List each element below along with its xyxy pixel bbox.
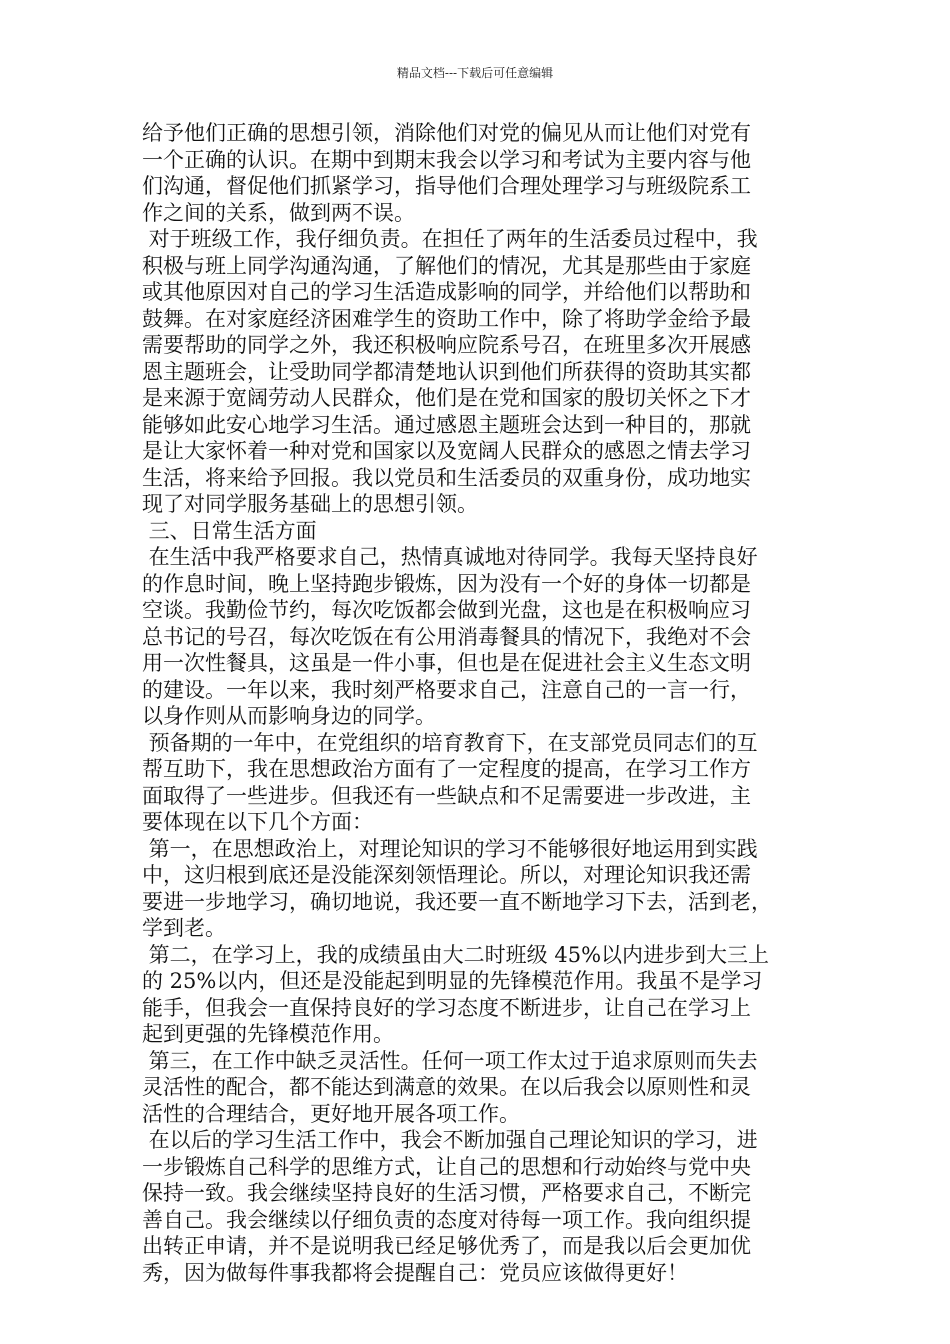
text-line: 积极与班上同学沟通沟通，了解他们的情况，尤其是那些由于家庭 xyxy=(142,253,751,278)
text-line: 的作息时间，晚上坚持跑步锻炼，因为没有一个好的身体一切都是 xyxy=(142,571,751,596)
text-line: 们沟通，督促他们抓紧学习，指导他们合理处理学习与班级院系工 xyxy=(142,174,751,198)
text-line: 鼓舞。在对家庭经济困难学生的资助工作中，除了将助学金给予最 xyxy=(142,306,751,331)
text-line: 第二，在学习上，我的成绩虽由大二时班级 45%以内进步到大三上 xyxy=(142,942,770,967)
text-line: 在生活中我严格要求自己，热情真诚地对待同学。我每天坚持良好 xyxy=(142,545,758,569)
text-line: 或其他原因对自己的学习生活造成影响的同学，并给他们以帮助和 xyxy=(142,280,751,304)
text-line: 面取得了一些进步。但我还有一些缺点和不足需要进一步改进，主 xyxy=(142,783,751,808)
text-line: 秀，因为做每件事我都将会提醒自己：党员应该做得更好！ xyxy=(142,1260,688,1285)
page-header: 精品文档---下载后可任意编辑 xyxy=(396,66,554,80)
text-line: 的 25%以内，但还是没能起到明显的先锋模范作用。我虽不是学习 xyxy=(142,969,763,993)
body-text xyxy=(142,120,822,1286)
text-line: 保持一致。我会继续坚持良好的生活习惯，严格要求自己，不断完 xyxy=(142,1181,751,1205)
text-line: 是来源于宽阔劳动人民群众，他们是在党和国家的殷切关怀之下才 xyxy=(142,386,751,410)
text-line: 以身作则从而影响身边的同学。 xyxy=(142,704,436,728)
text-line: 用一次性餐具，这虽是一件小事，但也是在促进社会主义生态文明 xyxy=(142,651,751,675)
text-line: 三、日常生活方面 xyxy=(142,518,317,543)
text-line: 帮互助下，我在思想政治方面有了一定程度的提高，在学习工作方 xyxy=(142,757,751,781)
text-line: 要体现在以下几个方面： xyxy=(142,810,373,834)
text-line: 对于班级工作，我仔细负责。在担任了两年的生活委员过程中，我 xyxy=(142,227,758,251)
text-line: 恩主题班会，让受助同学都清楚地认识到他们所获得的资助其实都 xyxy=(142,359,751,384)
text-line: 现了对同学服务基础上的思想引领。 xyxy=(142,492,478,516)
text-line: 要进一步地学习，确切地说，我还要一直不断地学习下去，活到老， xyxy=(142,889,772,914)
text-line: 灵活性的配合，都不能达到满意的效果。在以后我会以原则性和灵 xyxy=(142,1075,751,1099)
text-line: 的建设。一年以来，我时刻严格要求自己，注意自己的一言一行， xyxy=(142,677,751,702)
text-line: 出转正申请，并不是说明我已经足够优秀了，而是我以后会更加优 xyxy=(142,1234,751,1258)
text-line: 一步锻炼自己科学的思维方式，让自己的思想和行动始终与党中央 xyxy=(142,1154,751,1179)
text-line: 第一，在思想政治上，对理论知识的学习不能够很好地运用到实践 xyxy=(142,836,758,861)
text-line: 能手，但我会一直保持良好的学习态度不断进步，让自己在学习上 xyxy=(142,995,751,1020)
text-line: 学到老。 xyxy=(142,916,226,940)
text-line: 需要帮助的同学之外，我还积极响应院系号召，在班里多次开展感 xyxy=(142,333,751,357)
text-line: 能够如此安心地学习生活。通过感恩主题班会达到一种目的，那就 xyxy=(142,412,751,437)
text-line: 预备期的一年中，在党组织的培育教育下，在支部党员同志们的互 xyxy=(142,730,758,755)
text-line: 第三，在工作中缺乏灵活性。任何一项工作太过于追求原则而失去 xyxy=(142,1048,758,1073)
text-line: 作之间的关系，做到两不误。 xyxy=(142,200,415,225)
text-line: 中，这归根到底还是没能深刻领悟理论。所以，对理论知识我还需 xyxy=(142,863,751,887)
text-line: 活性的合理结合，更好地开展各项工作。 xyxy=(142,1101,520,1126)
text-line: 空谈。我勤俭节约，每次吃饭都会做到光盘，这也是在积极响应习 xyxy=(142,598,751,622)
text-line: 是让大家怀着一种对党和国家以及宽阔人民群众的感恩之情去学习 xyxy=(142,439,751,463)
text-line: 给予他们正确的思想引领，消除他们对党的偏见从而让他们对党有 xyxy=(142,121,751,145)
text-line: 一个正确的认识。在期中到期末我会以学习和考试为主要内容与他 xyxy=(142,147,751,172)
text-line: 在以后的学习生活工作中，我会不断加强自己理论知识的学习，进 xyxy=(142,1128,758,1152)
text-line: 总书记的号召，每次吃饭在有公用消毒餐具的情况下，我绝对不会 xyxy=(142,624,751,649)
text-line: 善自己。我会继续以仔细负责的态度对待每一项工作。我向组织提 xyxy=(142,1207,751,1232)
text-line: 起到更强的先锋模范作用。 xyxy=(142,1022,394,1046)
text-line: 生活，将来给予回报。我以党员和生活委员的双重身份，成功地实 xyxy=(142,465,751,490)
